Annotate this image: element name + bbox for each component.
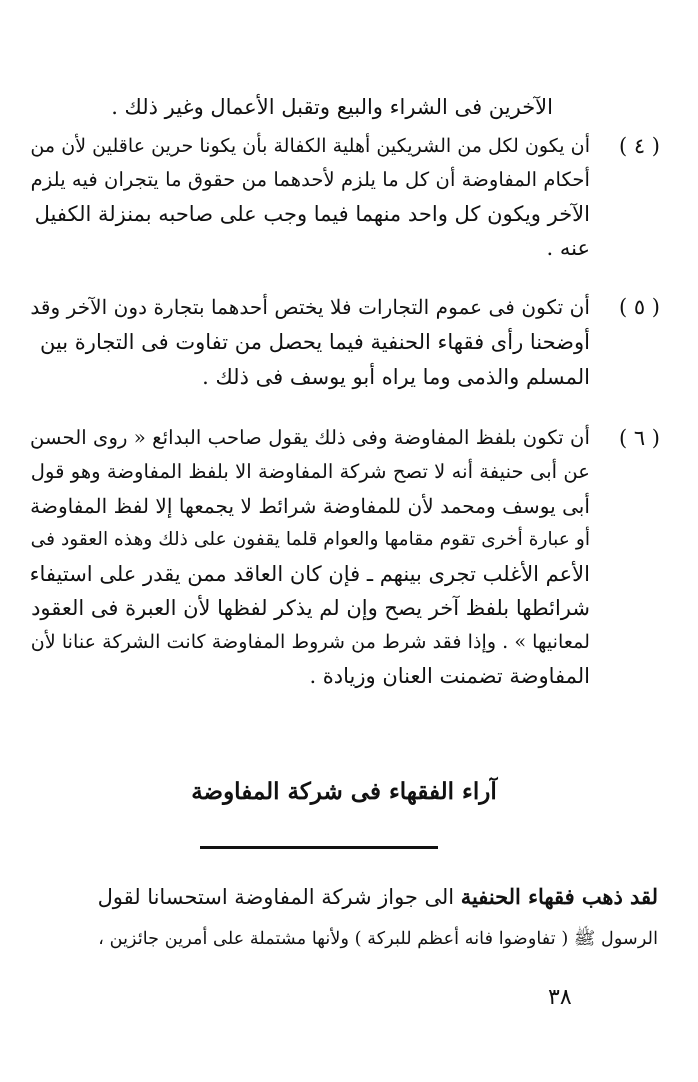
page-number: ٣٨ [548,985,572,1010]
text-line: أو عبارة أخرى تقوم مقامها والعوام قلما يقفون على ذلك وهذه العقود فى [30,529,590,550]
text-line: الآخرين فى الشراء والبيع وتقبل الأعمال وغير ذلك . [111,95,553,119]
text-line: الآخر ويكون كل واحد منهما فيما وجب على صاحبه بمنزلة الكفيل [34,202,590,226]
item-number: ( ٥ ) [618,295,660,319]
text-line: شرائطها بلفظ آخر يصح وإن لم يذكر لفظها لأن العبرة فى العقود [31,596,590,620]
bold-lead-text: لقد ذهب فقهاء الحنفية [460,884,658,909]
text-line: عن أبى حنيفة أنه لا تصح شركة المفاوضة الا بلفظ المفاوضة وهو قول [30,460,590,483]
text-line: الأعم الأغلب تجرى بينهم ـ فإن كان العاقد ممن يقدر على استيفاء [29,562,590,586]
text-line: أن تكون فى عموم التجارات فلا يختص أحدهما بتجارة دون الآخر وقد [30,295,590,319]
text-span: الى جواز شركة المفاوضة استحسانا لقول [97,885,461,909]
text-line: أوضحنا رأى فقهاء الحنفية فيما يحصل من تفاوت فى التجارة بين [39,330,590,354]
text-line: أن يكون لكل من الشريكين أهلية الكفالة بأن يكونا حرين عاقلين لأن من [30,134,590,157]
text-line: المسلم والذمى وما يراه أبو يوسف فى ذلك . [202,365,590,389]
text-line: أحكام المفاوضة أن كل ما يلزم لأحدهما من حقوق ما يتجران فيه يلزم [30,168,590,191]
item-number: ( ٦ ) [618,426,660,450]
text-line: عنه . [546,236,590,260]
text-line: لمعانيها » . وإذا فقد شرط من شروط المفاوضة كانت الشركة عنانا لأن [30,630,590,653]
text-line [98,882,658,912]
heading-underline [200,846,438,849]
text-line: المفاوضة تضمنت العنان وزيادة . [309,664,590,688]
text-line: أبى يوسف ومحمد لأن للمفاوضة شرائط لا يجمعها إلا لفظ المفاوضة [30,494,590,518]
section-heading: آراء الفقهاء فى شركة المفاوضة [191,778,497,805]
text-line: أن تكون بلفظ المفاوضة وفى ذلك يقول صاحب البدائع « روى الحسن [29,426,590,449]
item-number: ( ٤ ) [618,134,660,158]
text-line: الرسول ﷺ ( تفاوضوا فانه أعظم للبركة ) ولأنها مشتملة على أمرين جائزين ، [98,929,658,949]
